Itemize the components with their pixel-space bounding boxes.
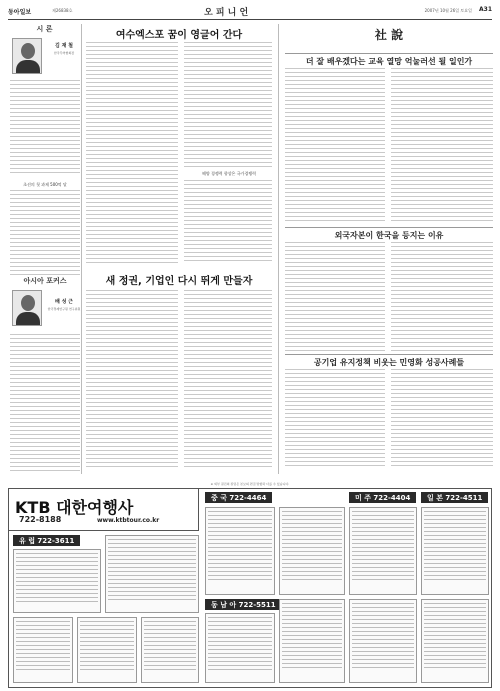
columnist-affiliation: 한국무역협회장 — [53, 51, 75, 55]
editorial-2-text-a — [285, 242, 385, 354]
main-subhead: 해양 경쟁력 향상은 국가경쟁력 — [201, 171, 257, 176]
main-column — [86, 24, 272, 474]
region-europe — [13, 535, 80, 546]
editorial-3-headline: 공기업 유지정책 비웃는 민영화 성공사례들 — [285, 354, 493, 368]
page-number: A31 — [479, 6, 492, 13]
ktb-ad[interactable] — [9, 489, 199, 531]
editorial-label: 社 說 — [374, 28, 404, 42]
left-column — [8, 24, 82, 474]
second-text-a — [86, 290, 178, 470]
editorial-3-text-b — [391, 369, 493, 469]
ad-listing[interactable] — [141, 617, 199, 683]
region-phone: 722-4404 — [373, 494, 411, 502]
ad-listing[interactable] — [13, 617, 73, 683]
columnist-byline — [46, 42, 82, 55]
region-phone: 722-4464 — [229, 494, 267, 502]
ad-listing[interactable] — [13, 549, 101, 613]
region-america — [349, 492, 416, 503]
editorial-2-headline: 외국자본이 한국을 등지는 이유 — [285, 227, 493, 241]
editorial-1-text-a — [285, 68, 385, 224]
ad-listing[interactable] — [349, 599, 417, 683]
section-title: 오 피 니 언 — [204, 8, 249, 18]
editorial-2-text-b — [391, 242, 493, 354]
second-column-text — [10, 334, 80, 474]
advertisement-block — [8, 488, 492, 688]
editorial-1-headline: 더 잘 배우겠다는 교육 열망 억눌러선 될 일인가 — [305, 57, 473, 66]
disclaimer-note: ※ 외부 필진의 칼럼은 본보의 편집 방향과 다를 수 있습니다. — [210, 482, 290, 486]
region-name: 유 럽 — [19, 537, 35, 545]
second-columnist-photo — [12, 290, 42, 326]
columnist-photo — [12, 38, 42, 74]
ad-listing[interactable] — [205, 613, 275, 683]
region-phone: 722-5511 — [238, 601, 276, 609]
masthead — [8, 4, 492, 20]
ktb-url[interactable]: www.ktbtour.co.kr — [97, 517, 160, 524]
region-phone: 722-3611 — [37, 537, 75, 545]
second-headline: 새 정권, 기업인 다시 뛰게 만들자 — [105, 276, 253, 287]
editorial-header — [285, 24, 493, 54]
region-southeast-asia — [205, 599, 282, 610]
ad-listing[interactable] — [205, 507, 275, 595]
column-subhead: 초선의 첫 과제 500억 달 — [23, 182, 67, 187]
ktb-brand: KTB 대한여행사 — [15, 498, 134, 517]
ad-listing[interactable] — [279, 599, 345, 683]
region-name: 중 국 — [211, 494, 227, 502]
ktb-phone: 722-8188 — [19, 515, 62, 524]
column-text-2 — [10, 190, 80, 278]
publication-name: 동아일보 — [8, 9, 32, 16]
ad-listing[interactable] — [421, 507, 489, 595]
second-column-label: 아시아 포커스 — [23, 277, 67, 285]
second-text-b — [184, 290, 272, 470]
region-name: 일 본 — [427, 494, 443, 502]
main-text-a — [86, 42, 178, 266]
main-headline: 여수엑스포 꿈이 영글어 간다 — [115, 30, 243, 41]
editorial-1-text-b — [391, 68, 493, 224]
main-text-c — [184, 180, 272, 264]
ad-listing[interactable] — [421, 599, 489, 683]
region-japan — [421, 492, 488, 503]
main-text-b — [184, 42, 272, 170]
column-label: 시 론 — [36, 25, 53, 33]
editorial-column — [278, 24, 492, 474]
second-columnist-affiliation: 한국경제연구원 연구위원 — [47, 307, 81, 311]
region-name: 동 남 아 — [211, 601, 237, 609]
column-text — [10, 80, 80, 176]
region-phone: 722-4511 — [445, 494, 483, 502]
columnist-name: 김 재 철 — [55, 43, 73, 49]
ad-listing[interactable] — [349, 507, 417, 595]
second-columnist-byline — [46, 298, 82, 311]
opinion-section — [8, 24, 492, 480]
issue-number: 제26838호 — [52, 8, 73, 13]
editorial-3-text-a — [285, 369, 385, 469]
second-columnist-name: 배 성 근 — [55, 299, 73, 305]
region-name: 미 주 — [355, 494, 371, 502]
ad-listing[interactable] — [279, 507, 345, 595]
ad-listing[interactable] — [105, 535, 199, 613]
ad-listing[interactable] — [77, 617, 137, 683]
region-china — [205, 492, 272, 503]
issue-date: 2007년 10월 26일 토요일 — [424, 8, 472, 13]
